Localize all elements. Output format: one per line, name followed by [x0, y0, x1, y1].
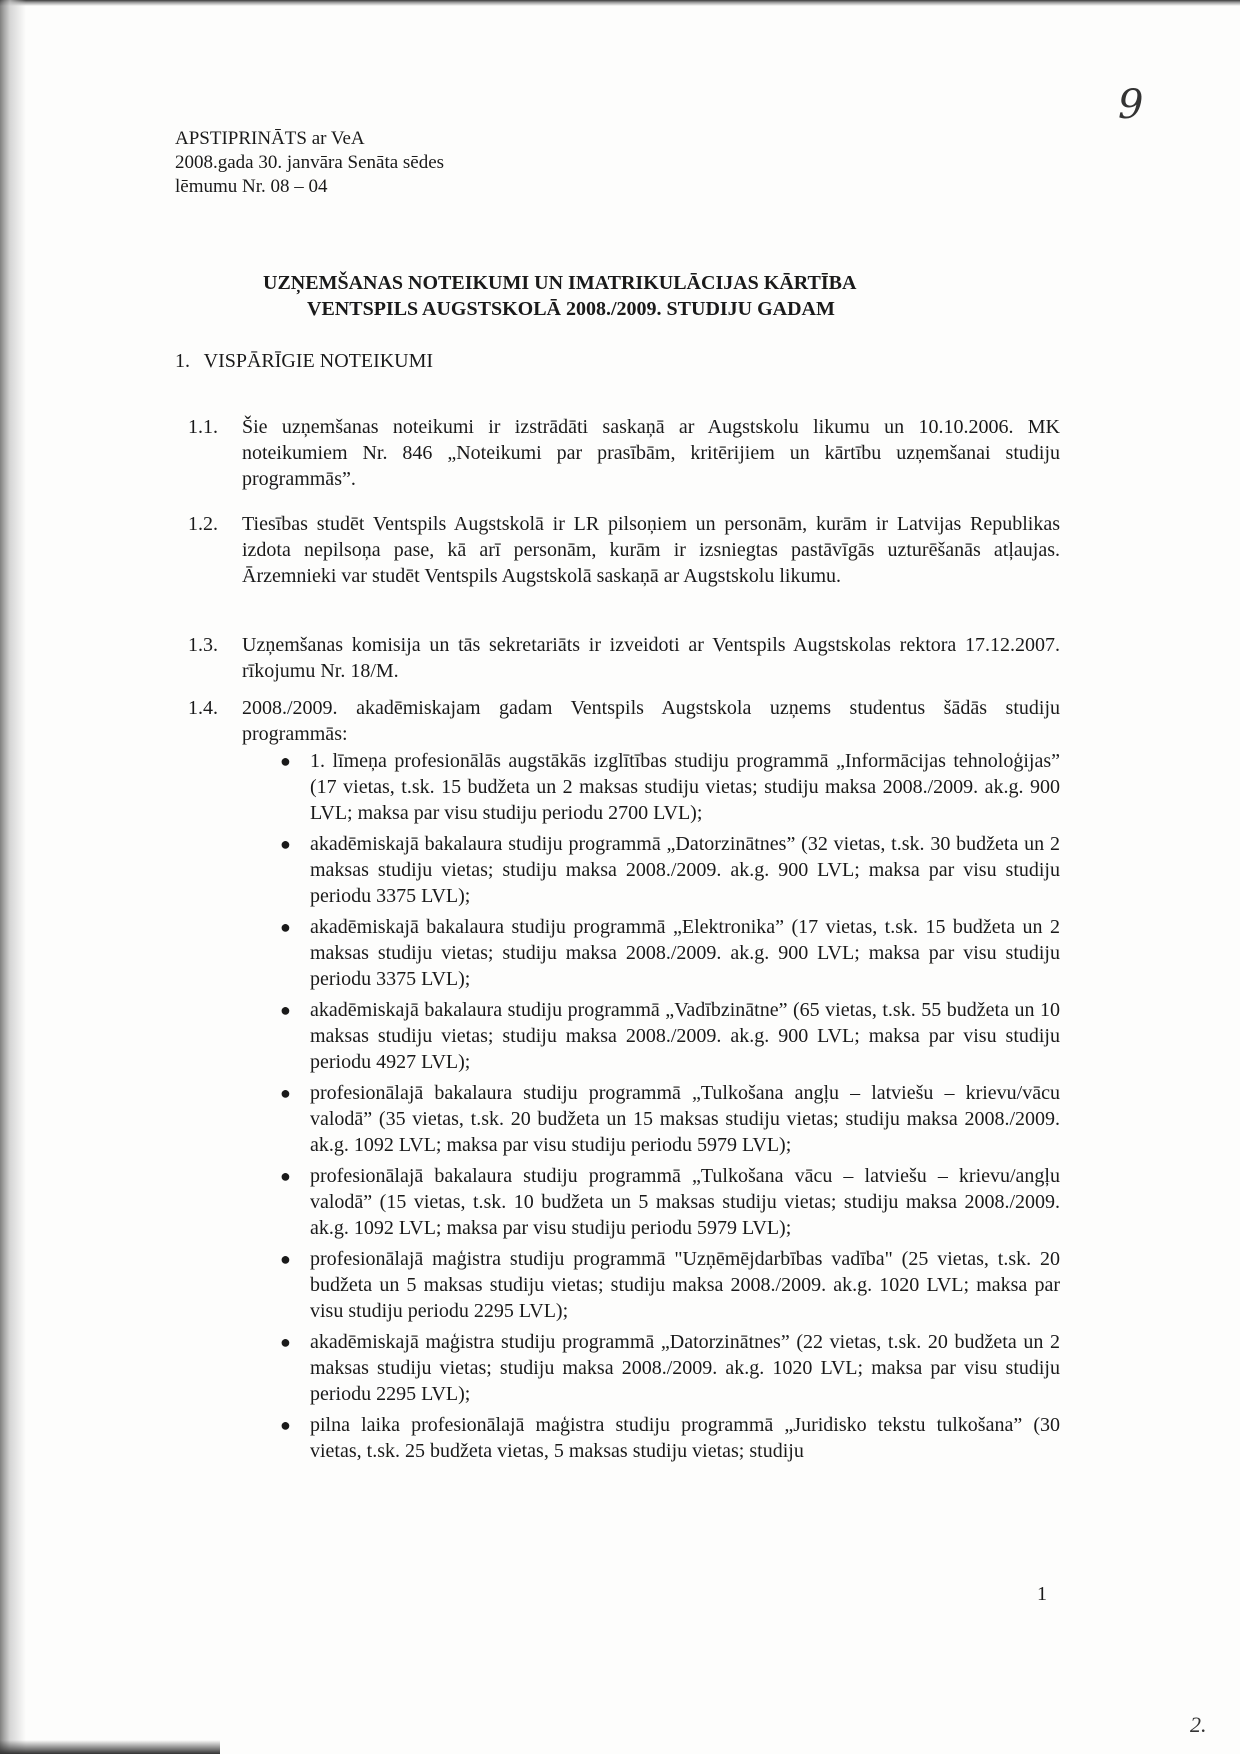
approval-stamp — [175, 127, 444, 199]
list-item — [280, 831, 1060, 909]
handwritten-mark: 2. — [1190, 1712, 1207, 1737]
scan-edge-bottom — [0, 1740, 220, 1754]
section-number: 1. — [175, 350, 190, 372]
document-title — [230, 270, 1060, 322]
bullet-icon: ● — [280, 917, 291, 937]
paragraph-1-2 — [188, 511, 1060, 589]
list-item — [280, 1329, 1060, 1407]
paragraph-number: 1.2. — [188, 513, 218, 535]
paragraph-number: 1.1. — [188, 416, 218, 438]
list-item-text: akadēmiskajā bakalaura studiju programmā „Vadībzinātne” (65 vietas, t.sk. 55 budžeta un 10 maksas studiju vietas; studiju maksa 2008./2009. ak.g. 900 LVL; maksa par visu studiju periodu 4927 LVL); — [310, 999, 1060, 1073]
bullet-icon: ● — [280, 834, 291, 854]
bullet-icon: ● — [280, 1000, 291, 1020]
list-item — [280, 1080, 1060, 1158]
paragraph-text: Tiesības studēt Ventspils Augstskolā ir LR pilsoņiem un personām, kurām ir Latvijas Republikas izdota nepilsoņa pase, kā arī personām, kurām ir izsniegtas pastāvīgās uzturēšanās atļaujas. Ārzemnieki var studēt Ventspils Augstskolā saskaņā ar Augstskolu likumu. — [242, 513, 1060, 587]
list-item — [280, 1412, 1060, 1464]
list-item-text: akadēmiskajā bakalaura studiju programmā „Elektronika” (17 vietas, t.sk. 15 budžeta un 2 maksas studiju vietas; studiju maksa 2008./2009. ak.g. 900 LVL; maksa par visu studiju periodu 3375 LVL); — [310, 916, 1060, 990]
scan-edge-left — [0, 0, 26, 1754]
paragraph-1-4 — [188, 695, 1060, 747]
page-number: 1 — [1037, 1583, 1047, 1605]
paragraph-text: Šie uzņemšanas noteikumi ir izstrādāti saskaņā ar Augstskolu likumu un 10.10.2006. MK noteikumiem Nr. 846 „Noteikumi par prasībām, kritērijiem un kārtību uzņemšanai studiju programmās”. — [242, 416, 1060, 490]
approval-line-3: lēmumu Nr. 08 – 04 — [175, 176, 328, 197]
paragraph-1-1 — [188, 414, 1060, 492]
list-item — [280, 748, 1060, 826]
paragraph-number: 1.3. — [188, 634, 218, 656]
paragraph-1-3 — [188, 632, 1060, 684]
paragraph-number: 1.4. — [188, 697, 218, 719]
list-item-text: profesionālajā maģistra studiju programmā "Uzņēmējdarbības vadība" (25 vietas, t.sk. 20 budžeta un 5 maksas studiju vietas; studiju maksa 2008./2009. ak.g. 1020 LVL; maksa par visu studiju periodu 2295 LVL); — [310, 1248, 1060, 1322]
list-item-text: 1. līmeņa profesionālās augstākās izglītības studiju programmā „Informācijas tehnoloģijas” (17 vietas, t.sk. 15 budžeta un 2 maksas studiju vietas; studiju maksa 2008./2009. ak.g. 900 LVL; maksa par visu studiju periodu 2700 LVL); — [310, 750, 1060, 824]
list-item-text: akadēmiskajā maģistra studiju programmā „Datorzinātnes” (22 vietas, t.sk. 20 budžeta un 2 maksas studiju vietas; studiju maksa 2008./2009. ak.g. 1020 LVL; maksa par visu studiju periodu 2295 LVL); — [310, 1331, 1060, 1405]
bullet-icon: ● — [280, 1166, 291, 1186]
paragraph-text: Uzņemšanas komisija un tās sekretariāts ir izveidoti ar Ventspils Augstskolas rektora 17.12.2007. rīkojumu Nr. 18/M. — [242, 634, 1060, 682]
list-item — [280, 997, 1060, 1075]
section-heading — [175, 350, 433, 373]
approval-line-1: APSTIPRINĀTS ar VeA — [175, 128, 365, 149]
list-item — [280, 1246, 1060, 1324]
section-title: VISPĀRĪGIE NOTEIKUMI — [203, 350, 434, 372]
bullet-icon: ● — [280, 1332, 291, 1352]
title-line-2: VENTSPILS AUGSTSKOLĀ 2008./2009. STUDIJU GADAM — [307, 298, 835, 320]
bullet-icon: ● — [280, 751, 291, 771]
handwritten-page-mark: 9 — [1118, 82, 1144, 128]
bullet-icon: ● — [280, 1083, 291, 1103]
title-line-1: UZŅEMŠANAS NOTEIKUMI UN IMATRIKULĀCIJAS KĀRTĪBA — [263, 272, 857, 294]
bullet-icon: ● — [280, 1249, 291, 1269]
study-programme-list — [280, 748, 1060, 1469]
list-item-text: akadēmiskajā bakalaura studiju programmā „Datorzinātnes” (32 vietas, t.sk. 30 budžeta un 2 maksas studiju vietas; studiju maksa 2008./2009. ak.g. 900 LVL; maksa par visu studiju periodu 3375 LVL); — [310, 833, 1060, 907]
approval-line-2: 2008.gada 30. janvāra Senāta sēdes — [175, 152, 445, 173]
list-item-text: profesionālajā bakalaura studiju programmā „Tulkošana vācu – latviešu – krievu/angļu valodā” (15 vietas, t.sk. 10 budžeta un 5 maksas studiju vietas; studiju maksa 2008./2009. ak.g. 1092 LVL; maksa par visu studiju periodu 5979 LVL); — [310, 1165, 1060, 1239]
bullet-icon: ● — [280, 1415, 291, 1435]
list-item — [280, 914, 1060, 992]
list-item-text: pilna laika profesionālajā maģistra studiju programmā „Juridisko tekstu tulkošana” (30 vietas, t.sk. 25 budžeta vietas, 5 maksas studiju vietas; studiju — [310, 1414, 1060, 1462]
paragraph-text: 2008./2009. akadēmiskajam gadam Ventspils Augstskola uzņems studentus šādās studiju programmās: — [242, 697, 1060, 745]
list-item-text: profesionālajā bakalaura studiju programmā „Tulkošana angļu – latviešu – krievu/vācu valodā” (35 vietas, t.sk. 20 budžeta un 15 maksas studiju vietas; studiju maksa 2008./2009. ak.g. 1092 LVL; maksa par visu studiju periodu 5979 LVL); — [310, 1082, 1060, 1156]
scan-edge-top — [0, 0, 1240, 6]
list-item — [280, 1163, 1060, 1241]
